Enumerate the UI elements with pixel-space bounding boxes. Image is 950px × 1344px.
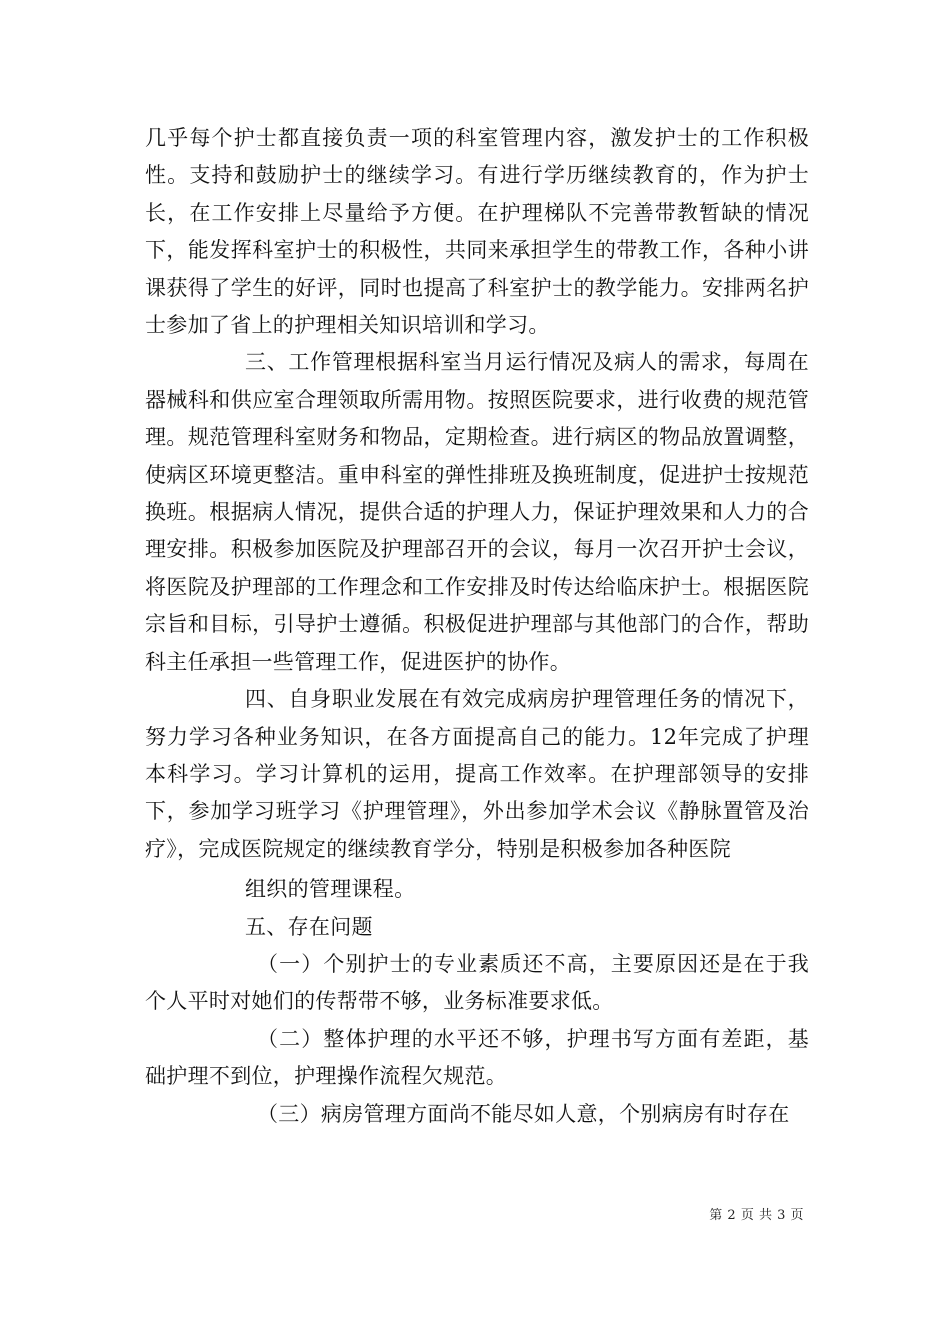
paragraph-problem-3: （三）病房管理方面尚不能尽如人意，个别病房有时存在: [257, 1101, 790, 1126]
paragraph-staff-development: 几乎每个护士都直接负责一项的科室管理内容，激发护士的工作积极性。支持和鼓励护士的继续学习。有进行学历继续教育的，作为护士长，在工作安排上尽量给予方便。在护理梯队不完善带教暂缺的情况下，能发挥科室护士的积极性，共同来承担学生的带教工作，各种小讲课获得了学生的好评，同时也提高了科室护士的教学能力。安排两名护士参加了省上的护理相关知识培训和学习。: [145, 126, 809, 338]
paragraph-work-management: 三、工作管理根据科室当月运行情况及病人的需求，每周在器械科和供应室合理领取所需用物。按照医院要求，进行收费的规范管理。规范管理科室财务和物品，定期检查。进行病区的物品放置调整，使病区环境更整洁。重申科室的弹性排班及换班制度，促进护士按规范换班。根据病人情况，提供合适的护理人力，保证护理效果和人力的合理安排。积极参加医院及护理部召开的会议，每月一次召开护士会议，将医院及护理部的工作理念和工作安排及时传达给临床护士。根据医院宗旨和目标，引导护士遵循。积极促进护理部与其他部门的合作，帮助科主任承担一些管理工作，促进医护的协作。: [145, 350, 809, 674]
paragraph-problem-2: （二）整体护理的水平还不够，护理书写方面有差距，基础护理不到位，护理操作流程欠规范。: [145, 1026, 809, 1089]
document-body: [145, 120, 809, 1133]
paragraph-problem-1: （一）个别护士的专业素质还不高，主要原因还是在于我个人平时对她们的传帮带不够，业务标准要求低。: [145, 951, 809, 1014]
page-number-footer: 第 2 页 共 3 页: [709, 1208, 804, 1223]
paragraph-career-development: 四、自身职业发展在有效完成病房护理管理任务的情况下，努力学习各种业务知识，在各方面提高自己的能力。12年完成了护理本科学习。学习计算机的运用，提高工作效率。在护理部领导的安排下，参加学习班学习《护理管理》，外出参加学术会议《静脉置管及治疗》，完成医院规定的继续教育学分，特别是积极参加各种医院: [145, 687, 809, 861]
paragraph-management-courses: 组织的管理课程。: [245, 877, 416, 902]
heading-existing-problems: 五、存在问题: [245, 914, 373, 939]
